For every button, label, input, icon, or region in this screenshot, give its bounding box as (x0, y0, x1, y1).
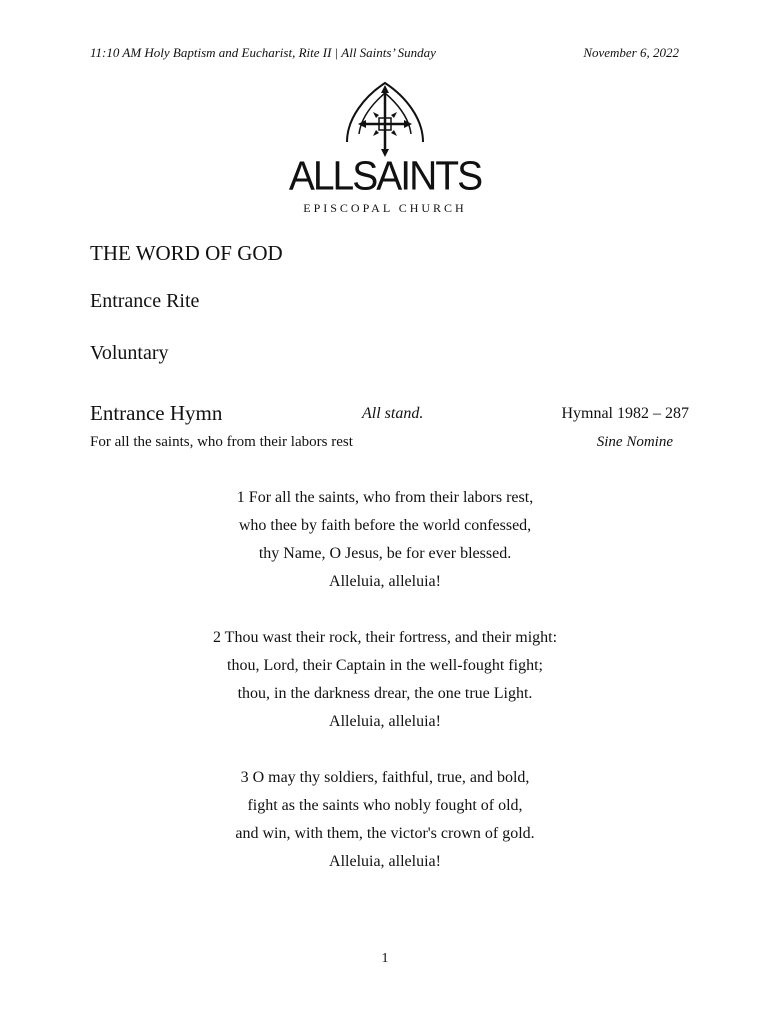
cross-arch-icon (275, 78, 495, 158)
section-heading-word-of-god: THE WORD OF GOD (90, 241, 283, 265)
verse-line: fight as the saints who nobly fought of old, (247, 797, 523, 814)
verse-line: and win, with them, the victor's crown of gold. (235, 825, 535, 842)
verse-line: 1 For all the saints, who from their labors rest, (236, 489, 534, 506)
logo-subtitle: EPISCOPAL CHURCH (303, 201, 467, 215)
logo-wordmark: ALLSAINTS (288, 153, 482, 200)
verse-line: 3 O may thy soldiers, faithful, true, and bold, (240, 769, 530, 786)
verse-line: Alleluia, alleluia! (329, 853, 441, 870)
section-heading-entrance-hymn: Entrance Hymn (90, 401, 223, 425)
hymn-verse (0, 764, 770, 876)
hymn-first-line: For all the saints, who from their labors rest (90, 434, 353, 450)
church-logo (275, 78, 495, 218)
verse-line: who thee by faith before the world confessed, (238, 517, 532, 534)
service-date: November 6, 2022 (583, 45, 679, 60)
hymn-tune-name: Sine Nomine (596, 434, 673, 450)
section-heading-entrance-rite: Entrance Rite (90, 290, 200, 312)
verse-line: thy Name, O Jesus, be for ever blessed. (258, 545, 512, 562)
verse-line: 2 Thou wast their rock, their fortress, and their might: (212, 629, 558, 646)
verse-line: Alleluia, alleluia! (329, 573, 441, 590)
verse-line: Alleluia, alleluia! (329, 713, 441, 730)
section-heading-voluntary: Voluntary (90, 342, 169, 364)
hymn-verses (0, 484, 770, 904)
verse-line: thou, in the darkness drear, the one true Light. (237, 685, 533, 702)
service-title: 11:10 AM Holy Baptism and Eucharist, Rite II | All Saints’ Sunday (90, 45, 436, 60)
page-number: 1 (381, 951, 389, 966)
verse-line: thou, Lord, their Captain in the well-fought fight; (227, 657, 543, 674)
hymn-verse (0, 484, 770, 596)
hymn-verse (0, 624, 770, 736)
rubric-stand: All stand. (362, 405, 424, 422)
hymn-number: Hymnal 1982 – 287 (561, 405, 689, 422)
